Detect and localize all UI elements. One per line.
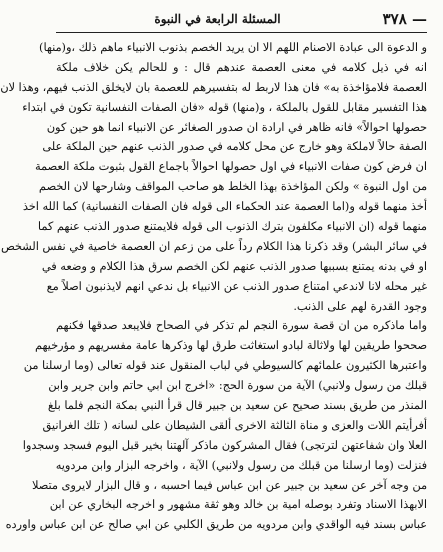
page-header bbox=[56, 8, 427, 33]
text-line: العلا وان شفاعتهن لترتجى) فقال المشركون ماذكر آلهتنا بخير قبل اليوم فسجد وسجدوا bbox=[22, 438, 427, 452]
text-line: انه في ذيل كلامه في معنى العصمة عندهم قال : و للحالم يكن خلاف ملكة bbox=[56, 60, 427, 74]
body-text bbox=[0, 38, 427, 535]
text-line: المنذر من طريق بسند صحيح عن سعيد بن جبير قال قرأ النبي بمكة النجم فلما بلغ bbox=[47, 399, 427, 413]
text-line: قبلك من رسول ولانبي) الآية من سورة الحج: «اخرج ابن ابي حاتم وابن جرير وابن bbox=[48, 379, 427, 393]
text-line: فنزلت (وما ارسلنا من قبلك من رسول ولانبي) الآية ، واخرجه البزار وابن مردويه bbox=[55, 458, 427, 472]
running-title: المسئلة الرابعة في النبوة bbox=[154, 12, 281, 26]
text-line: منهما قوله (ان الانبياء مكلفون بترك الذنوب الى قوله فلايمتنع صدور الذنب عنهم كما bbox=[37, 220, 427, 234]
text-line: ان فرض كون صفات الانبياء في اول حصولها احوالاً باجماع القول بثبوت ملكة العصمة bbox=[34, 160, 427, 174]
page-number: — ٣٧٨ bbox=[382, 10, 427, 28]
text-line: أفرأيتم اللات والعزى و مناة الثالثة الاخرى ألقى الشيطان على لسانه ( تلك الغرانيق bbox=[42, 418, 427, 432]
text-line: وجود القدرة لهم على الذنب. bbox=[293, 299, 427, 313]
text-line: الصفة حالاً لاملكة وهو خارج عن محل كلامه في صدور الذنب عنهم حين الملكة على bbox=[42, 140, 427, 154]
text-line: من وجه آخر عن سعيد بن جبير عن ابن عباس فيما احسبه ، و قال البزار لايروى متصلا bbox=[31, 478, 427, 492]
text-line: من اول النبوة » ولكن المؤاخذة بهذا الخلط هو صاحب المواقف وشارحها لان الخصم bbox=[38, 180, 427, 194]
text-line: العصمة فلامؤاخذة به» فان هذا لاربط له بتفسيرهم للعصمة بان لايخلق الذنب فيهم، وهذا لان bbox=[0, 80, 427, 94]
text-line: الابهذا الاسناد وتفرد بوصله امية بن خالد وهو ثقة مشهور و اخرجه البخاري عن ابن bbox=[49, 498, 427, 512]
text-line: في سائر البشر) وقد ذكرنا هذا الكلام رداً على من زعم ان العصمة خاصية في نفس الشخص bbox=[1, 239, 427, 253]
text-line: أخذ منهما قوله و(اما العصمة عند الحكماء الى قوله فان الصفات النفسانية) كما الله اخذ bbox=[22, 200, 427, 214]
text-line: واعتبرها الكثيرون علمائهم كالسيوطي في لباب المنقول عند قوله تعالى (وما ارسلنا من bbox=[23, 359, 427, 373]
text-line: و الدعوة الى عبادة الاصنام اللهم الا ان يريد الخصم بذنوب الانبياء ماهم ذلك ،و(منها) bbox=[39, 41, 427, 54]
text-line: عباس بسند فيه الواقدي وابن مردويه من طريق الكلبي عن ابي صالح عن ابن عباس واورده bbox=[5, 518, 427, 532]
text-line: هذا التفسير مقابل للقول بالملكة ، و(منها) قوله «فان الصفات النفسانية تكون في ابتداء bbox=[22, 100, 427, 114]
text-line: واما ماذكره من ان قصة سورة النجم لم تذكر في الصحاح فلايبعد صدقها فكنهم bbox=[56, 319, 427, 333]
text-line: او في بدنه يمتنع بسببها صدور الذنب عنهم لكن الخصم سرق هذا الكلام و وضعه في bbox=[41, 259, 427, 273]
text-line: حصولها احوالاً» فانه ظاهر في ارادة ان صدور الصغائر عن الانبياء انما هو حين كون bbox=[46, 120, 427, 134]
text-line: صححوا طريقين لها ولاثالة لبادو استغاثت طرق لها وذكرها عامة مفسريهم و مؤرخيهم bbox=[34, 339, 427, 353]
text-line: غير محله لانا لاندعي امتناع صدور الذنب عن الانبياء بل ندعي انهم لايذنبون اصلاً مع bbox=[46, 279, 427, 293]
